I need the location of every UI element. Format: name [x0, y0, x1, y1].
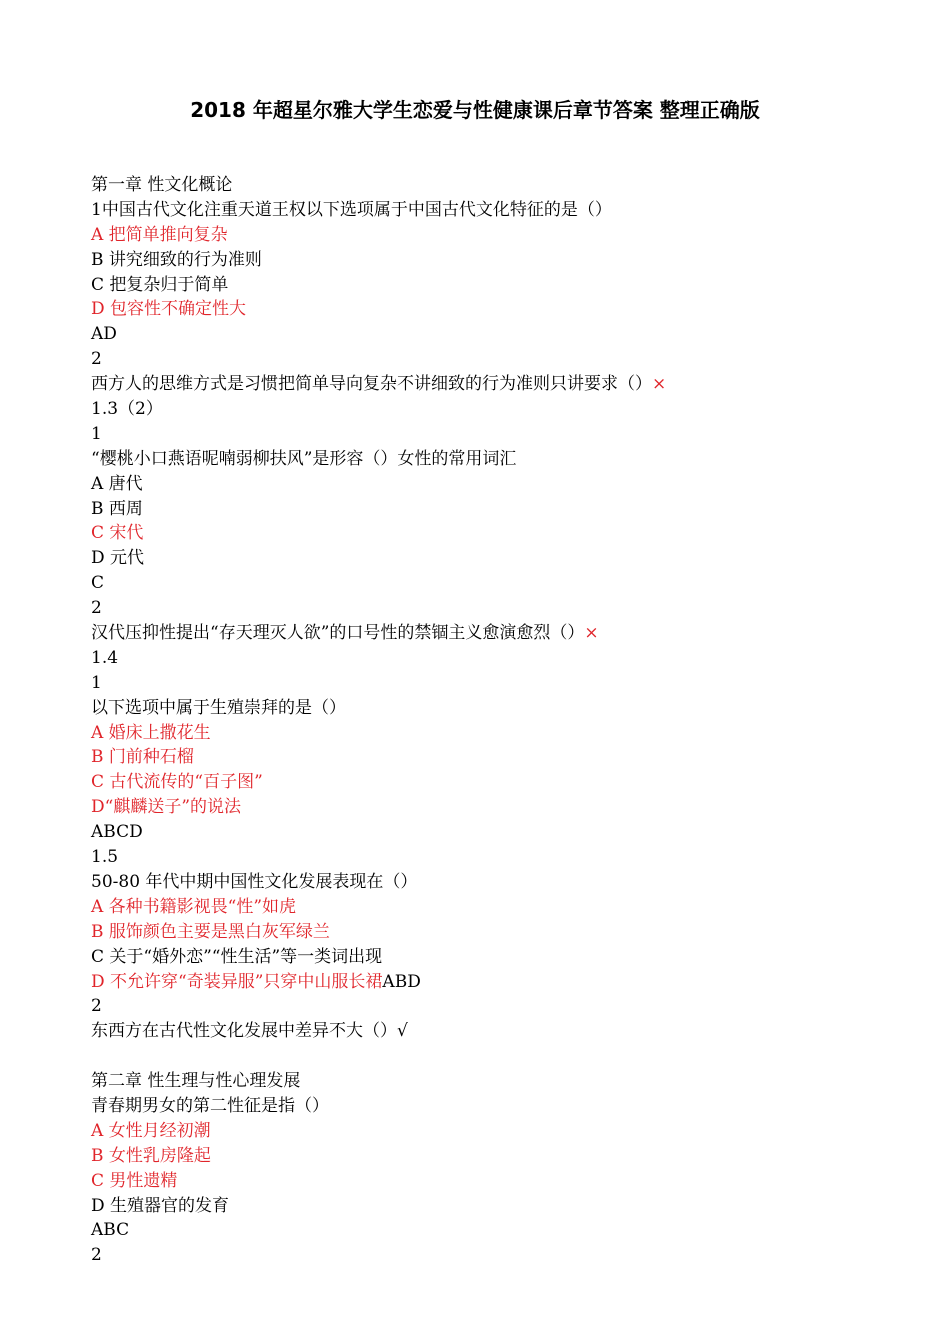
- option-correct: A 各种书籍影视畏“性”如虎: [91, 896, 297, 917]
- false-mark: ×: [584, 623, 599, 644]
- section-number: 1.4: [91, 647, 119, 668]
- question-text: 中国古代文化注重天道王权以下选项属于中国古代文化特征的是（）: [101, 199, 612, 220]
- false-mark: ×: [652, 374, 667, 395]
- option-correct: C 宋代: [91, 523, 144, 544]
- question-line: [91, 970, 891, 995]
- option-correct: B 女性乳房隆起: [91, 1145, 211, 1166]
- option-correct: A 把简单推向复杂: [91, 224, 228, 245]
- question-text: 东西方在古代性文化发展中差异不大（）: [91, 1021, 397, 1042]
- question-text: 汉代压抑性提出“存天理灭人欲”的口号性的禁锢主义愈演愈烈（）: [91, 623, 585, 644]
- document-title: 2018 年超星尔雅大学生恋爱与性健康课后章节答案 整理正确版: [190, 98, 760, 122]
- answer-key: AD: [91, 324, 117, 345]
- document-body: [91, 173, 891, 1268]
- option-correct: C 男性遗精: [91, 1170, 178, 1191]
- option: B 讲究细致的行为准则: [91, 249, 262, 270]
- question-line: [91, 372, 891, 397]
- answer-key: C: [91, 573, 105, 594]
- chapter-1-heading: 第一章 性文化概论: [91, 175, 233, 195]
- question-text: 西方人的思维方式是习惯把简单导向复杂不讲细致的行为准则只讲要求（）: [91, 374, 652, 395]
- question-number: 2: [91, 1245, 102, 1266]
- question-text: 以下选项中属于生殖崇拜的是（）: [91, 697, 346, 718]
- option-correct: B 服饰颜色主要是黑白灰军绿兰: [91, 921, 330, 942]
- option: D 元代: [91, 548, 145, 569]
- question-number: 2: [91, 996, 102, 1017]
- option-correct: A 婚床上撒花生: [91, 722, 211, 743]
- question-line: [91, 621, 891, 646]
- option-correct: D 不允许穿“奇装异服”只穿中山服长裙: [91, 971, 383, 992]
- option-correct: B 门前种石榴: [91, 747, 194, 768]
- option: A 唐代: [91, 473, 143, 494]
- question-text: “樱桃小口燕语呢喃弱柳扶风”是形容（）女性的常用词汇: [91, 448, 517, 469]
- section-number: 1.3（2）: [91, 399, 163, 420]
- option-correct: C 古代流传的“百子图”: [91, 772, 263, 793]
- option: B 西周: [91, 498, 143, 519]
- answer-key: ABC: [91, 1220, 130, 1241]
- question-number: 1: [91, 423, 102, 444]
- question-number: 2: [91, 598, 102, 619]
- question-text: 青春期男女的第二性征是指（）: [91, 1095, 329, 1116]
- question-line: [91, 1019, 891, 1044]
- question-number: 1: [91, 199, 102, 220]
- question-number: 2: [91, 349, 102, 370]
- true-mark: √: [397, 1021, 408, 1042]
- question-text: 50-80 年代中期中国性文化发展表现在（）: [91, 871, 418, 892]
- option-correct: A 女性月经初潮: [91, 1120, 211, 1141]
- option: C 关于“婚外恋”“性生活”等一类词出现: [91, 946, 383, 967]
- question-line: [91, 198, 891, 223]
- question-number: 1: [91, 672, 102, 693]
- chapter-2-heading: 第二章 性生理与性心理发展: [91, 1071, 301, 1092]
- option: D 生殖器官的发育: [91, 1195, 230, 1216]
- blank-line: [91, 1044, 891, 1069]
- answer-key: ABD: [382, 971, 421, 992]
- answer-key: ABCD: [91, 822, 143, 843]
- option-correct: D 包容性不确定性大: [91, 299, 247, 320]
- option-correct: D“麒麟送子”的说法: [91, 797, 242, 818]
- section-number: 1.5: [91, 847, 119, 868]
- option: C 把复杂归于简单: [91, 274, 229, 295]
